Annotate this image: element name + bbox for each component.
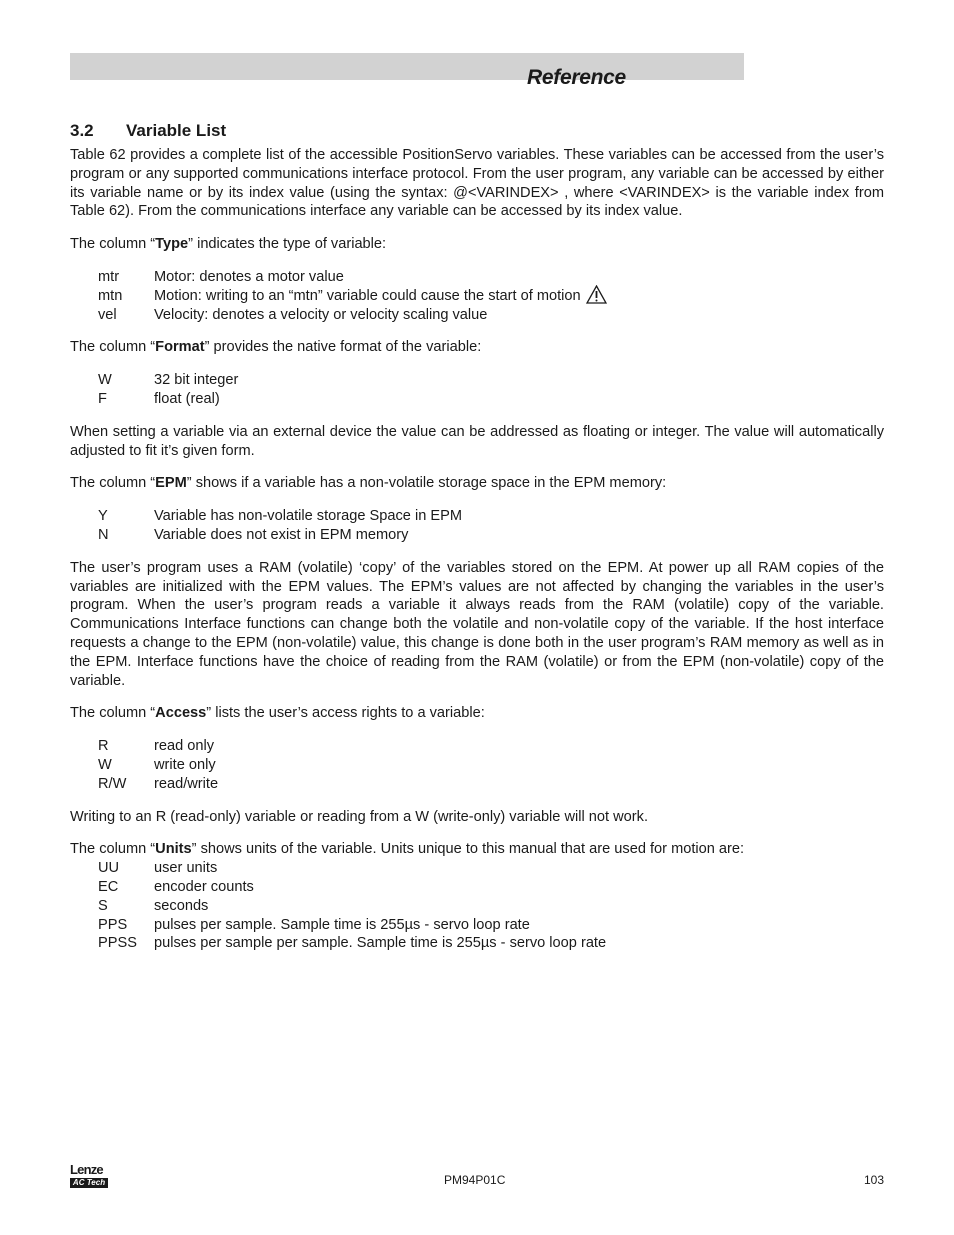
- section-heading: [70, 121, 884, 141]
- list-item: Y Variable has non-volatile storage Space in EPM: [98, 508, 462, 525]
- list-item: R/W read/write: [98, 775, 219, 792]
- access-column-name: Access: [155, 705, 207, 722]
- list-item: UU user units: [98, 860, 218, 877]
- header-band: [70, 53, 744, 80]
- epm-list: [70, 507, 884, 545]
- units-column-name: Units: [155, 841, 192, 858]
- type-list: [70, 268, 884, 324]
- format-column-name: Format: [155, 339, 205, 356]
- list-item: mtr Motor: denotes a motor value: [98, 268, 344, 285]
- ram-paragraph: The user’s program uses a RAM (volatile) ‘copy’ of the variables stored on the EPM. At power up all RAM copies of the variables are initialized with the EPM values. The EPM’s values are not affected by changing the variables in the user’s program. When the user’s program reads a variable it always reads from the RAM (volatile) copy of the variable. Communications Interface functions can change both the volatile and non-volatile copy of the variable. If the host interface requests a change to the EPM (non-volatile) value, this change is done both in the user program’s RAM memory as well as in the EPM. Interface functions have the choice of reading from the RAM (volatile) or from the EPM (non-volatile) copy of the variable.: [70, 559, 884, 689]
- access-column-intro: The column “Access” lists the user’s access rights to a variable:: [70, 705, 485, 722]
- page-content: [70, 121, 884, 967]
- list-item: N Variable does not exist in EPM memory: [98, 526, 409, 543]
- list-item: W 32 bit integer: [98, 372, 239, 389]
- warning-triangle-icon: [586, 285, 607, 304]
- list-item: F float (real): [98, 390, 220, 407]
- units-column-intro: The column “Units” shows units of the variable. Units unique to this manual that are used for motion are:: [70, 841, 745, 858]
- type-column-intro: The column “Type” indicates the type of variable:: [70, 236, 387, 253]
- logo-wordmark: Lenze: [70, 1162, 103, 1177]
- page-number: 103: [864, 1173, 885, 1187]
- setting-paragraph: When setting a variable via an external device the value can be addressed as floating or integer. The value will automatically adjusted to fit it’s given form.: [70, 423, 884, 459]
- access-list: [70, 737, 884, 793]
- document-code: PM94P01C: [444, 1173, 506, 1187]
- section-title: Variable List: [126, 121, 227, 140]
- list-item: S seconds: [98, 897, 209, 914]
- access-note: Writing to an R (read-only) variable or reading from a W (write-only) variable will not work.: [70, 808, 648, 825]
- list-item: PPS pulses per sample. Sample time is 255µs - servo loop rate: [98, 916, 530, 933]
- format-list: [70, 371, 884, 409]
- list-item: vel Velocity: denotes a velocity or velocity scaling value: [98, 306, 488, 323]
- units-list: [70, 859, 884, 953]
- page-header-title: Reference: [527, 66, 626, 89]
- format-column-intro: The column “Format” provides the native format of the variable:: [70, 339, 482, 356]
- intro-paragraph: Table 62 provides a complete list of the accessible PositionServo variables. These variables can be accessed from the user’s program or any supported communications interface protocol. From the user program, any variable can be accessed by either its variable name or by its index value (using the syntax: @<VARINDEX> , where <VARINDEX> is the variable index from Table 62). From the communications interface any variable can be accessed by its index value.: [70, 147, 884, 220]
- section-number: 3.2: [70, 121, 94, 140]
- list-item: EC encoder counts: [98, 878, 254, 895]
- list-item: R read only: [98, 738, 215, 755]
- type-column-name: Type: [155, 236, 189, 253]
- epm-column-intro: The column “EPM” shows if a variable has a non-volatile storage space in the EPM memory:: [70, 475, 667, 492]
- list-item: PPSS pulses per sample per sample. Sample time is 255µs - servo loop rate: [98, 935, 607, 952]
- epm-column-name: EPM: [155, 475, 187, 492]
- list-item: mtn Motion: writing to an “mtn” variable could cause the start of motion: [70, 287, 884, 306]
- list-item: W write only: [98, 756, 216, 773]
- lenze-logo: [70, 1163, 110, 1189]
- logo-subbrand: AC Tech: [70, 1178, 108, 1188]
